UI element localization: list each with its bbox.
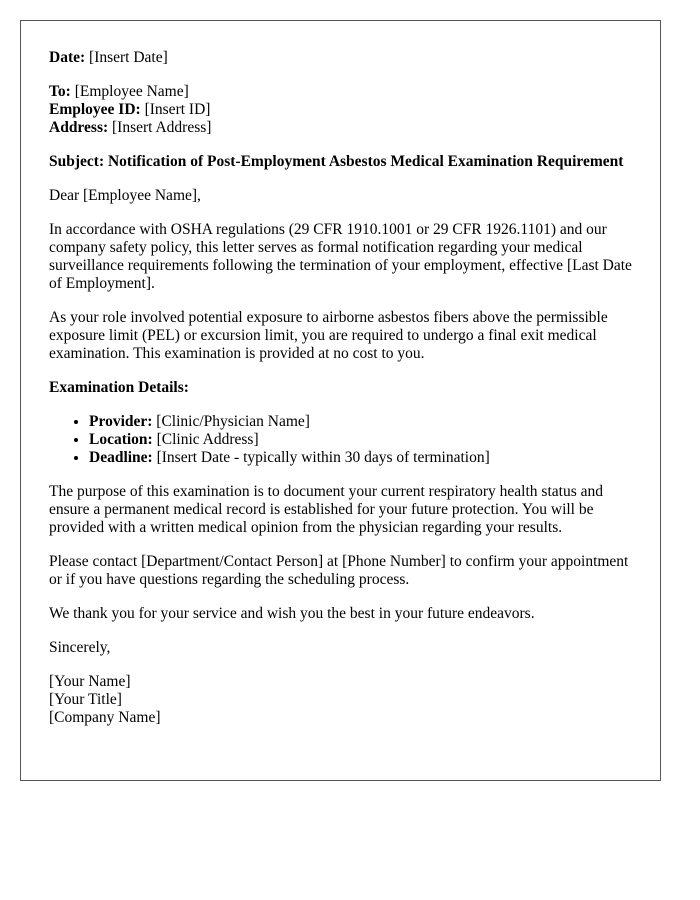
location-label: Location: bbox=[89, 431, 153, 448]
subject-line: Subject: Notification of Post-Employment Asbestos Medical Examination Requirement bbox=[49, 153, 624, 170]
signature-block bbox=[49, 673, 632, 727]
provider-value: [Clinic/Physician Name] bbox=[156, 413, 310, 430]
valediction: Sincerely, bbox=[49, 639, 111, 656]
employee-id-label: Employee ID: bbox=[49, 101, 141, 118]
address-label: Address: bbox=[49, 119, 109, 136]
exam-detail-location bbox=[89, 431, 632, 449]
provider-label: Provider: bbox=[89, 413, 153, 430]
deadline-value: [Insert Date - typically within 30 days of termination] bbox=[156, 449, 490, 466]
paragraph-contact: Please contact [Department/Contact Person] at [Phone Number] to confirm your appointment or if you have questions regarding the scheduling process. bbox=[49, 553, 629, 588]
date-label: Date: bbox=[49, 49, 86, 66]
deadline-label: Deadline: bbox=[89, 449, 153, 466]
to-label: To: bbox=[49, 83, 71, 100]
salutation: Dear [Employee Name], bbox=[49, 187, 201, 204]
exam-details-list bbox=[49, 413, 632, 467]
date-block bbox=[49, 49, 632, 67]
date-value: [Insert Date] bbox=[89, 49, 168, 66]
paragraph-purpose: The purpose of this examination is to document your current respiratory health status and ensure a permanent medical record is established for your future protection. You will be provided with a written medical opinion from the physician regarding your results. bbox=[49, 483, 603, 536]
signer-name: [Your Name] bbox=[49, 673, 131, 690]
to-value: [Employee Name] bbox=[74, 83, 189, 100]
exam-detail-deadline bbox=[89, 449, 632, 467]
recipient-line bbox=[49, 83, 632, 101]
paragraph-notification: In accordance with OSHA regulations (29 CFR 1910.1001 or 29 CFR 1926.1101) and our company safety policy, this letter serves as formal notification regarding your medical surveillance requirements following the termination of your employment, effective [Last Date of Employment]. bbox=[49, 221, 632, 292]
paragraph-exposure: As your role involved potential exposure to airborne asbestos fibers above the permissible exposure limit (PEL) or excursion limit, you are required to undergo a final exit medical examination. This examination is provided at no cost to you. bbox=[49, 309, 608, 362]
employee-id-value: [Insert ID] bbox=[144, 101, 211, 118]
address-value: [Insert Address] bbox=[112, 119, 212, 136]
letter-document bbox=[20, 20, 661, 781]
exam-detail-provider bbox=[89, 413, 632, 431]
exam-details-heading: Examination Details: bbox=[49, 379, 189, 396]
signer-title: [Your Title] bbox=[49, 691, 122, 708]
address-line bbox=[49, 119, 632, 137]
paragraph-thanks: We thank you for your service and wish you the best in your future endeavors. bbox=[49, 605, 535, 622]
location-value: [Clinic Address] bbox=[156, 431, 259, 448]
recipient-block bbox=[49, 83, 632, 137]
employee-id-line bbox=[49, 101, 632, 119]
company-name: [Company Name] bbox=[49, 709, 161, 726]
